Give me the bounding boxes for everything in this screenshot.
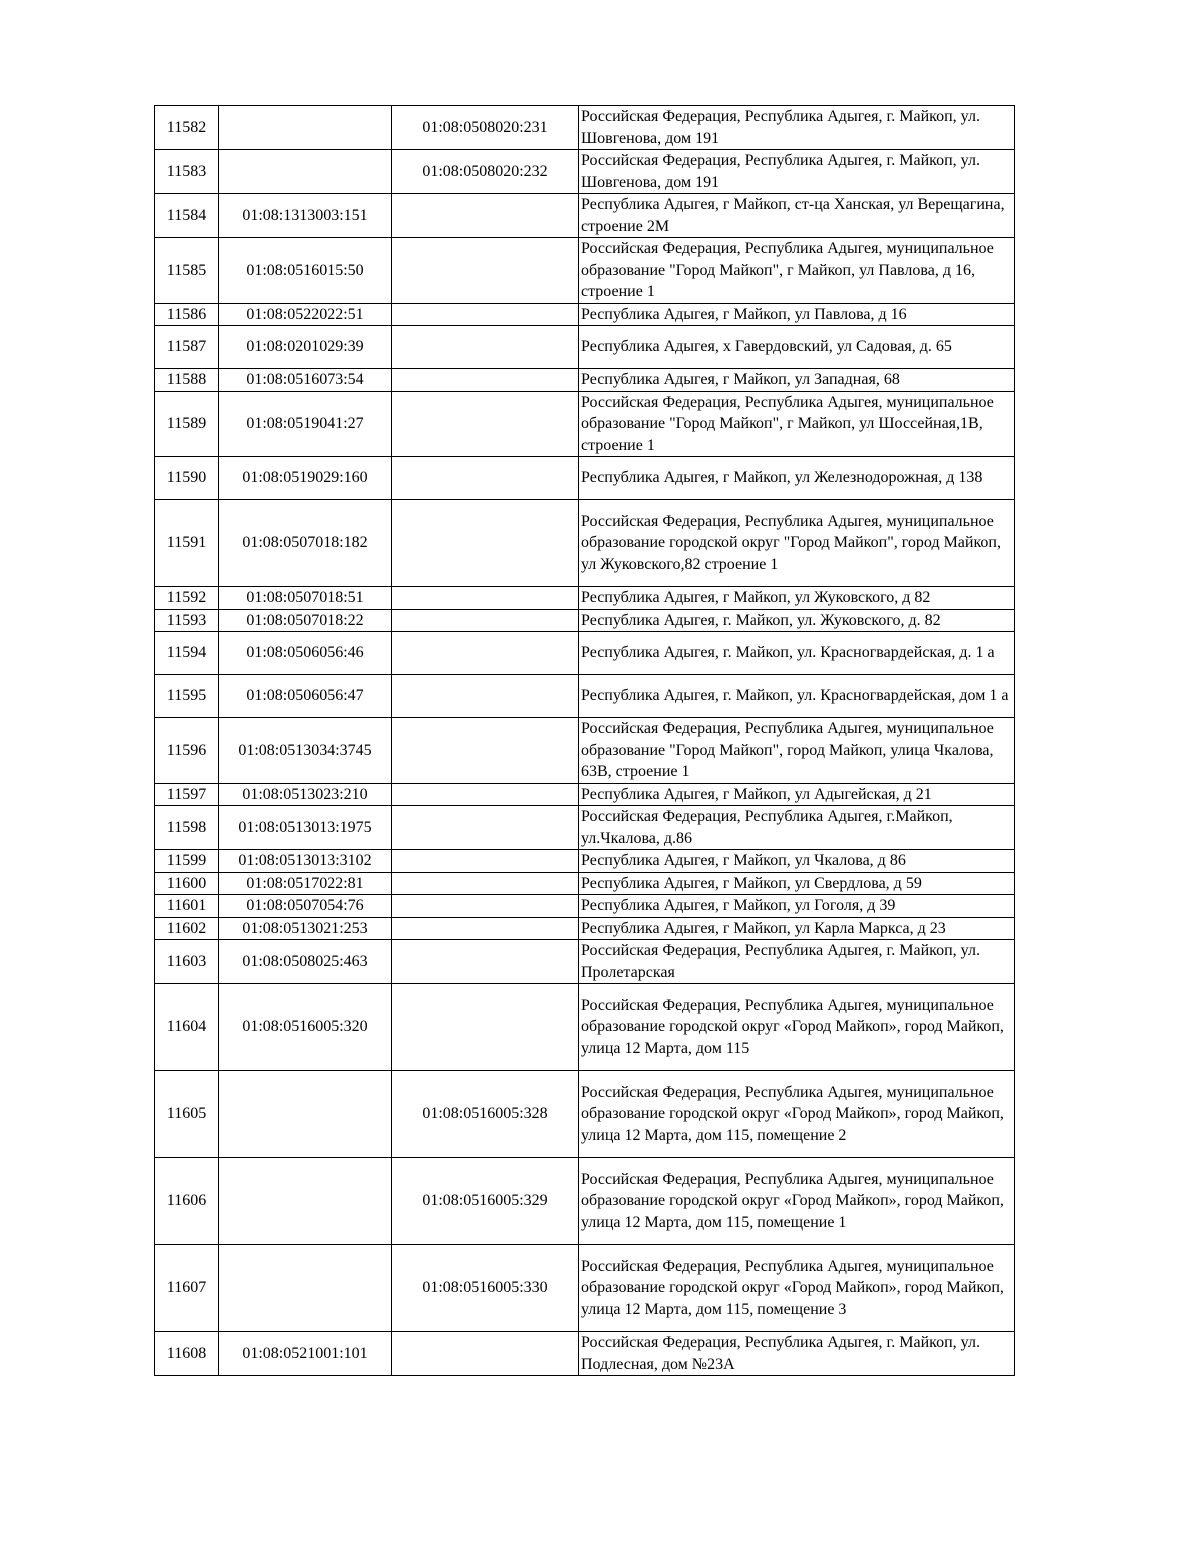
cadastral-number-cell: 01:08:0521001:101 [219,1332,392,1376]
table-row [155,369,1015,392]
table-row [155,1071,1015,1158]
row-number-cell: 11593 [155,609,219,632]
related-cadastral-number-cell [392,850,579,873]
related-cadastral-number-cell [392,238,579,304]
address-cell: Республика Адыгея, г Майкоп, ул Адыгейская, д 21 [579,783,1015,806]
related-cadastral-number-cell: 01:08:0516005:329 [392,1158,579,1245]
cadastral-number-cell: 01:08:0506056:46 [219,632,392,675]
related-cadastral-number-cell [392,940,579,984]
row-number-cell: 11600 [155,872,219,895]
related-cadastral-number-cell [392,457,579,500]
cadastral-number-cell: 01:08:0513013:1975 [219,806,392,850]
related-cadastral-number-cell [392,718,579,784]
table-row [155,850,1015,873]
cadastral-number-cell: 01:08:0516073:54 [219,369,392,392]
row-number-cell: 11595 [155,675,219,718]
address-cell: Российская Федерация, Республика Адыгея, муниципальное образование "Город Майкоп", г Майкоп, ул Шоссейная,1В, строение 1 [579,391,1015,457]
table-row [155,609,1015,632]
row-number-cell: 11603 [155,940,219,984]
cadastral-number-cell: 01:08:0517022:81 [219,872,392,895]
address-cell: Республика Адыгея, г Майкоп, ул Карла Маркса, д 23 [579,917,1015,940]
address-cell: Российская Федерация, Республика Адыгея, муниципальное образование городской округ «Город Майкоп», город Майкоп, улица 12 Марта, дом 115 [579,984,1015,1071]
address-cell: Российская Федерация, Республика Адыгея, муниципальное образование городской округ "Город Майкоп", город Майкоп, ул Жуковского,82 строение 1 [579,500,1015,587]
related-cadastral-number-cell [392,895,579,918]
cadastral-number-cell [219,1071,392,1158]
related-cadastral-number-cell [392,632,579,675]
cadastral-number-cell: 01:08:0513013:3102 [219,850,392,873]
address-cell: Республика Адыгея, г Майкоп, ст-ца Ханская, ул Верещагина, строение 2М [579,194,1015,238]
row-number-cell: 11589 [155,391,219,457]
cadastral-number-cell: 01:08:0506056:47 [219,675,392,718]
row-number-cell: 11585 [155,238,219,304]
related-cadastral-number-cell [392,369,579,392]
cadastral-number-cell: 01:08:0201029:39 [219,326,392,369]
row-number-cell: 11587 [155,326,219,369]
row-number-cell: 11596 [155,718,219,784]
row-number-cell: 11602 [155,917,219,940]
table-row [155,1245,1015,1332]
table-row [155,391,1015,457]
row-number-cell: 11594 [155,632,219,675]
related-cadastral-number-cell [392,326,579,369]
table-row [155,872,1015,895]
row-number-cell: 11591 [155,500,219,587]
address-cell: Республика Адыгея, г Майкоп, ул Свердлова, д 59 [579,872,1015,895]
cadastral-number-cell: 01:08:0513034:3745 [219,718,392,784]
row-number-cell: 11582 [155,106,219,150]
table-row [155,500,1015,587]
related-cadastral-number-cell [392,872,579,895]
address-cell: Российская Федерация, Республика Адыгея, муниципальное образование городской округ «Город Майкоп», город Майкоп, улица 12 Марта, дом 115, помещение 2 [579,1071,1015,1158]
table-row [155,806,1015,850]
cadastral-number-cell: 01:08:0516005:320 [219,984,392,1071]
cadastral-number-cell: 01:08:0507018:182 [219,500,392,587]
related-cadastral-number-cell [392,783,579,806]
table-row [155,917,1015,940]
address-cell: Российская Федерация, Республика Адыгея, муниципальное образование "Город Майкоп", г Майкоп, ул Павлова, д 16, строение 1 [579,238,1015,304]
related-cadastral-number-cell [392,675,579,718]
address-cell: Российская Федерация, Республика Адыгея, муниципальное образование городской округ «Город Майкоп», город Майкоп, улица 12 Марта, дом 115, помещение 3 [579,1245,1015,1332]
related-cadastral-number-cell [392,587,579,610]
cadastral-number-cell: 01:08:1313003:151 [219,194,392,238]
row-number-cell: 11590 [155,457,219,500]
cadastral-number-cell: 01:08:0507054:76 [219,895,392,918]
cadastral-number-cell: 01:08:0507018:22 [219,609,392,632]
cadastral-number-cell: 01:08:0513023:210 [219,783,392,806]
table-body [155,106,1015,1376]
related-cadastral-number-cell [392,303,579,326]
related-cadastral-number-cell [392,391,579,457]
related-cadastral-number-cell: 01:08:0516005:330 [392,1245,579,1332]
address-cell: Республика Адыгея, х Гавердовский, ул Садовая, д. 65 [579,326,1015,369]
related-cadastral-number-cell [392,609,579,632]
table-row [155,632,1015,675]
table-row [155,106,1015,150]
cadastral-number-cell: 01:08:0507018:51 [219,587,392,610]
row-number-cell: 11597 [155,783,219,806]
address-cell: Республика Адыгея, г. Майкоп, ул. Красногвардейская, д. 1 а [579,632,1015,675]
table-row [155,194,1015,238]
table-row [155,1332,1015,1376]
address-cell: Республика Адыгея, г Майкоп, ул Жуковского, д 82 [579,587,1015,610]
related-cadastral-number-cell [392,806,579,850]
row-number-cell: 11601 [155,895,219,918]
address-cell: Российская Федерация, Республика Адыгея, г. Майкоп, ул. Пролетарская [579,940,1015,984]
address-cell: Республика Адыгея, г Майкоп, ул Гоголя, д 39 [579,895,1015,918]
cadastral-number-cell [219,1158,392,1245]
cadastral-number-cell [219,106,392,150]
table-row [155,326,1015,369]
table-row [155,895,1015,918]
table-row [155,587,1015,610]
table-row [155,783,1015,806]
address-cell: Российская Федерация, Республика Адыгея, г. Майкоп, ул. Подлесная, дом №23А [579,1332,1015,1376]
table-row [155,238,1015,304]
row-number-cell: 11586 [155,303,219,326]
table-row [155,984,1015,1071]
address-cell: Республика Адыгея, г Майкоп, ул Павлова, д 16 [579,303,1015,326]
property-registry-table [154,105,1015,1376]
row-number-cell: 11599 [155,850,219,873]
cadastral-number-cell: 01:08:0519041:27 [219,391,392,457]
cadastral-number-cell: 01:08:0516015:50 [219,238,392,304]
table-row [155,303,1015,326]
row-number-cell: 11605 [155,1071,219,1158]
table-row [155,718,1015,784]
row-number-cell: 11592 [155,587,219,610]
table-row [155,150,1015,194]
related-cadastral-number-cell [392,1332,579,1376]
related-cadastral-number-cell [392,500,579,587]
table-row [155,675,1015,718]
table-row [155,940,1015,984]
row-number-cell: 11584 [155,194,219,238]
row-number-cell: 11588 [155,369,219,392]
related-cadastral-number-cell: 01:08:0508020:232 [392,150,579,194]
related-cadastral-number-cell: 01:08:0508020:231 [392,106,579,150]
table-row [155,457,1015,500]
row-number-cell: 11598 [155,806,219,850]
related-cadastral-number-cell [392,917,579,940]
cadastral-number-cell [219,150,392,194]
cadastral-number-cell: 01:08:0508025:463 [219,940,392,984]
row-number-cell: 11583 [155,150,219,194]
related-cadastral-number-cell: 01:08:0516005:328 [392,1071,579,1158]
address-cell: Российская Федерация, Республика Адыгея, г. Майкоп, ул. Шовгенова, дом 191 [579,106,1015,150]
address-cell: Республика Адыгея, г Майкоп, ул Западная, 68 [579,369,1015,392]
row-number-cell: 11607 [155,1245,219,1332]
row-number-cell: 11608 [155,1332,219,1376]
address-cell: Российская Федерация, Республика Адыгея, г. Майкоп, ул. Шовгенова, дом 191 [579,150,1015,194]
cadastral-number-cell: 01:08:0513021:253 [219,917,392,940]
address-cell: Российская Федерация, Республика Адыгея, муниципальное образование "Город Майкоп", город Майкоп, улица Чкалова, 63В, строение 1 [579,718,1015,784]
cadastral-number-cell [219,1245,392,1332]
address-cell: Республика Адыгея, г. Майкоп, ул. Красногвардейская, дом 1 а [579,675,1015,718]
cadastral-number-cell: 01:08:0519029:160 [219,457,392,500]
address-cell: Российская Федерация, Республика Адыгея, муниципальное образование городской округ «Город Майкоп», город Майкоп, улица 12 Марта, дом 115, помещение 1 [579,1158,1015,1245]
table-row [155,1158,1015,1245]
address-cell: Российская Федерация, Республика Адыгея, г.Майкоп, ул.Чкалова, д.86 [579,806,1015,850]
address-cell: Республика Адыгея, г Майкоп, ул Железнодорожная, д 138 [579,457,1015,500]
address-cell: Республика Адыгея, г Майкоп, ул Чкалова, д 86 [579,850,1015,873]
related-cadastral-number-cell [392,194,579,238]
row-number-cell: 11604 [155,984,219,1071]
related-cadastral-number-cell [392,984,579,1071]
cadastral-number-cell: 01:08:0522022:51 [219,303,392,326]
row-number-cell: 11606 [155,1158,219,1245]
address-cell: Республика Адыгея, г. Майкоп, ул. Жуковского, д. 82 [579,609,1015,632]
